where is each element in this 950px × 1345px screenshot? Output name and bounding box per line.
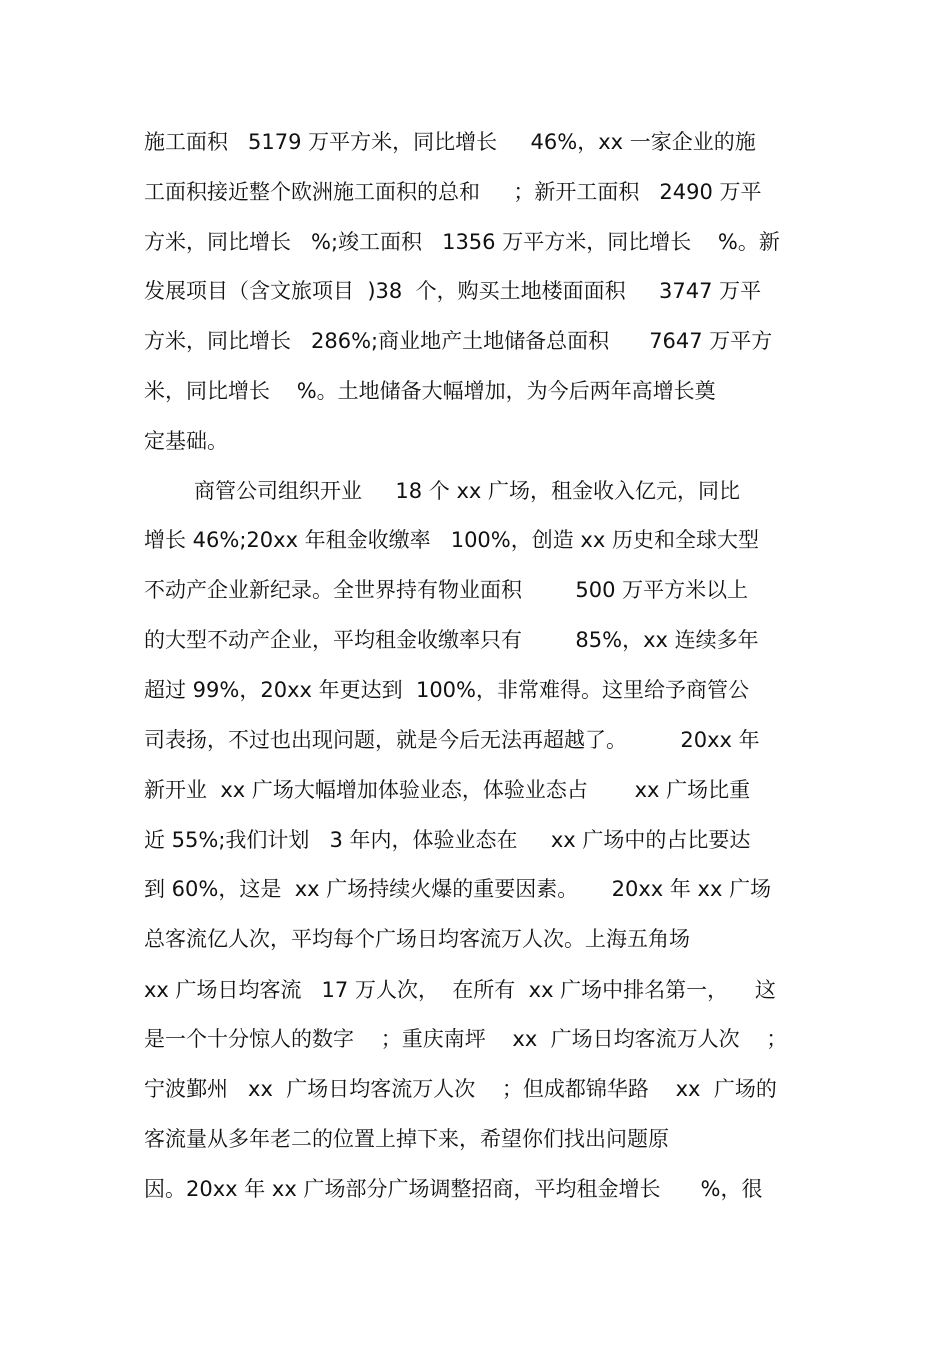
text-line: 工面积接近整个欧洲施工面积的总和 ；新开工面积 2490 万平 <box>144 180 762 204</box>
text-line: xx 广场日均客流 17 万人次， 在所有 xx 广场中排名第一， 这 <box>144 978 776 1002</box>
text-line: 定基础。 <box>144 429 228 453</box>
text-line: 增长 46%;20xx 年租金收缴率 100%，创造 xx 历史和全球大型 <box>144 528 759 552</box>
text-line: 宁波鄞州 xx 广场日均客流万人次 ；但成都锦华路 xx 广场的 <box>144 1077 777 1101</box>
text-line: 到 60%，这是 xx 广场持续火爆的重要因素。 20xx 年 xx 广场 <box>144 877 772 901</box>
text-line: 司表扬，不过也出现问题，就是今后无法再超越了。 20xx 年 <box>144 728 760 752</box>
text-line: 方米，同比增长 %;竣工面积 1356 万平方米，同比增长 %。新 <box>144 230 780 254</box>
text-line: 新开业 xx 广场大幅增加体验业态，体验业态占 xx 广场比重 <box>144 778 751 802</box>
text-line: 商管公司组织开业 18 个 xx 广场，租金收入亿元，同比 <box>194 479 740 503</box>
text-line: 客流量从多年老二的位置上掉下来，希望你们找出问题原 <box>144 1127 669 1151</box>
text-line: 施工面积 5179 万平方米，同比增长 46%，xx 一家企业的施 <box>144 130 756 154</box>
text-line: 近 55%;我们计划 3 年内，体验业态在 xx 广场中的占比要达 <box>144 828 751 852</box>
text-line: 总客流亿人次，平均每个广场日均客流万人次。上海五角场 <box>144 927 690 951</box>
text-line: 发展项目（含文旅项目 )38 个，购买土地楼面面积 3747 万平 <box>144 279 762 303</box>
text-line: 因。20xx 年 xx 广场部分广场调整招商，平均租金增长 %，很 <box>144 1177 763 1201</box>
text-line: 米，同比增长 %。土地储备大幅增加，为今后两年高增长奠 <box>144 379 716 403</box>
text-line: 不动产企业新纪录。全世界持有物业面积 500 万平方米以上 <box>144 578 749 602</box>
text-line: 的大型不动产企业，平均租金收缴率只有 85%，xx 连续多年 <box>144 628 759 652</box>
text-line: 是一个十分惊人的数字 ；重庆南坪 xx 广场日均客流万人次 ； <box>144 1027 788 1051</box>
text-line: 超过 99%，20xx 年更达到 100%，非常难得。这里给予商管公 <box>144 678 749 702</box>
text-line: 方米，同比增长 286%;商业地产土地储备总面积 7647 万平方 <box>144 329 773 353</box>
